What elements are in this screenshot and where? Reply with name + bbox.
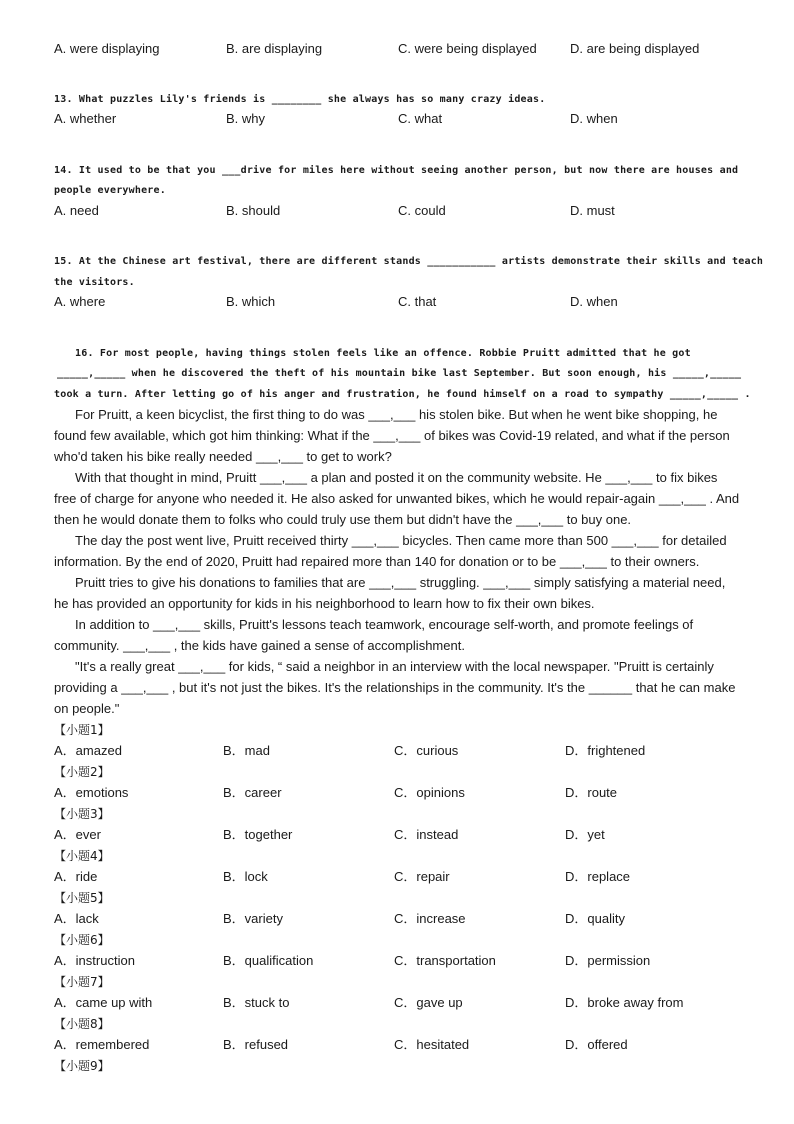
subquestion-option: D．broke away from bbox=[565, 995, 684, 1010]
passage-line: he has provided an opportunity for kids in his neighborhood to learn how to fix their own bikes. bbox=[54, 596, 595, 611]
q14-stem-line-2: people everywhere. bbox=[54, 185, 166, 196]
subquestion-option: B．stuck to bbox=[223, 995, 290, 1010]
subquestion-option: B．variety bbox=[223, 911, 283, 926]
passage-line: _____,_____ when he discovered the theft of his mountain bike last September. But soon enough, his _____,_____ bbox=[57, 368, 742, 379]
subquestion-label: 【小题5】 bbox=[54, 891, 110, 905]
subquestion-option: D．route bbox=[565, 785, 618, 800]
passage-line: With that thought in mind, Pruitt ___,___ a plan and posted it on the community website. He ___,___ to fix bikes bbox=[75, 470, 718, 485]
subquestion-option: C．transportation bbox=[394, 953, 496, 968]
subquestion-option: A．lack bbox=[54, 911, 99, 926]
q13-option-d: D. when bbox=[570, 111, 618, 126]
subquestion-option: B．refused bbox=[223, 1037, 289, 1052]
q12-option-d: D. are being displayed bbox=[570, 41, 700, 56]
q15-option-d: D. when bbox=[570, 294, 618, 309]
subquestion-label: 【小题7】 bbox=[54, 975, 110, 989]
passage-line: information. By the end of 2020, Pruitt had repaired more than 140 for donation or to be ___,___ to their owners. bbox=[54, 554, 700, 569]
subquestion-option: C．repair bbox=[394, 869, 450, 884]
subquestion-option: D．permission bbox=[565, 953, 651, 968]
passage-line: free of charge for anyone who needed it. He also asked for unwanted bikes, which he would repair-again ___,___ . And bbox=[54, 491, 740, 506]
passage-line: found few available, which got him thinking: What if the ___,___ of bikes was Covid-19 related, and what if the person bbox=[54, 428, 730, 443]
subquestion-option: A．ever bbox=[54, 827, 101, 842]
subquestion-label: 【小题2】 bbox=[54, 765, 110, 779]
passage-line: 16. For most people, having things stolen feels like an offence. Robbie Pruitt admitted that he got bbox=[75, 348, 691, 359]
subquestion-option: C．opinions bbox=[394, 785, 465, 800]
passage-line: The day the post went live, Pruitt received thirty ___,___ bicycles. Then came more than 500 ___,___ for detailed bbox=[75, 533, 727, 548]
passage-line: In addition to ___,___ skills, Pruitt's lessons teach teamwork, encourage self-worth, and promote feelings of bbox=[75, 617, 694, 632]
subquestion-option: C．curious bbox=[394, 743, 459, 758]
q15-stem-line-2: the visitors. bbox=[54, 277, 135, 288]
q12-option-c: C. were being displayed bbox=[398, 41, 537, 56]
subquestion-option: C．hesitated bbox=[394, 1037, 470, 1052]
subquestion-label: 【小题6】 bbox=[54, 933, 110, 947]
subquestion-label: 【小题3】 bbox=[54, 807, 110, 821]
q13-stem: 13. What puzzles Lily's friends is ________ she always has so many crazy ideas. bbox=[54, 94, 546, 105]
subquestion-label: 【小题8】 bbox=[54, 1017, 110, 1031]
subquestion-option: A．remembered bbox=[54, 1037, 150, 1052]
subquestion-label: 【小题4】 bbox=[54, 849, 110, 863]
subquestion-option: C．increase bbox=[394, 911, 466, 926]
q12-option-b: B. are displaying bbox=[226, 41, 323, 56]
subquestion-option: B．mad bbox=[223, 743, 270, 758]
subquestion-option: D．replace bbox=[565, 869, 631, 884]
subquestion-label: 【小题1】 bbox=[54, 723, 110, 737]
subquestion-option: C．instead bbox=[394, 827, 459, 842]
passage-line: who'd taken his bike really needed ___,___ to get to work? bbox=[54, 449, 392, 464]
q12-option-a: A. were displaying bbox=[54, 41, 160, 56]
passage-line: on people." bbox=[54, 701, 120, 716]
subquestion-option: B．together bbox=[223, 827, 293, 842]
q14-option-b: B. should bbox=[226, 203, 281, 218]
passage-line: For Pruitt, a keen bicyclist, the first thing to do was ___,___ his stolen bike. But when he went bike shopping, he bbox=[75, 407, 718, 422]
passage-line: "It's a really great ___,___ for kids, “ said a neighbor in an interview with the local newspaper. "Pruitt is certainly bbox=[75, 659, 714, 674]
q15-option-a: A. where bbox=[54, 294, 106, 309]
subquestion-option: A．came up with bbox=[54, 995, 153, 1010]
subquestion-option: B．lock bbox=[223, 869, 268, 884]
passage-line: took a turn. After letting go of his anger and frustration, he found himself on a road to sympathy _____,_____ . bbox=[54, 389, 751, 400]
q13-option-c: C. what bbox=[398, 111, 443, 126]
subquestion-option: B．career bbox=[223, 785, 282, 800]
passage-line: community. ___,___ , the kids have gained a sense of accomplishment. bbox=[54, 638, 465, 653]
q14-option-c: C. could bbox=[398, 203, 446, 218]
q14-option-d: D. must bbox=[570, 203, 615, 218]
passage-line: then he would donate them to folks who could truly use them but didn't have the ___,___ to buy one. bbox=[54, 512, 632, 527]
q14-stem-line-1: 14. It used to be that you ___drive for miles here without seeing another person, but now there are houses and bbox=[54, 165, 739, 176]
q14-option-a: A. need bbox=[54, 203, 99, 218]
q15-stem-line-1: 15. At the Chinese art festival, there are different stands ___________ artists demonstrate their skills and teach bbox=[54, 256, 764, 267]
passage-line: Pruitt tries to give his donations to families that are ___,___ struggling. ___,___ simply satisfying a material need, bbox=[75, 575, 726, 590]
q13-option-b: B. why bbox=[226, 111, 266, 126]
subquestion-option: D．yet bbox=[565, 827, 605, 842]
subquestion-option: A．emotions bbox=[54, 785, 129, 800]
passage-line: providing a ___,___ , but it's not just the bikes. It's the relationships in the community. It's the ______ that he can make bbox=[54, 680, 736, 695]
subquestion-label: 【小题9】 bbox=[54, 1059, 110, 1073]
subquestion-option: A．amazed bbox=[54, 743, 122, 758]
subquestion-option: A．ride bbox=[54, 869, 98, 884]
subquestion-option: B．qualification bbox=[223, 953, 314, 968]
q13-option-a: A. whether bbox=[54, 111, 117, 126]
subquestion-option: D．quality bbox=[565, 911, 625, 926]
subquestion-option: C．gave up bbox=[394, 995, 463, 1010]
subquestion-option: D．frightened bbox=[565, 743, 646, 758]
subquestion-option: A．instruction bbox=[54, 953, 135, 968]
q15-option-b: B. which bbox=[226, 294, 276, 309]
q15-option-c: C. that bbox=[398, 294, 437, 309]
subquestion-option: D．offered bbox=[565, 1037, 628, 1052]
